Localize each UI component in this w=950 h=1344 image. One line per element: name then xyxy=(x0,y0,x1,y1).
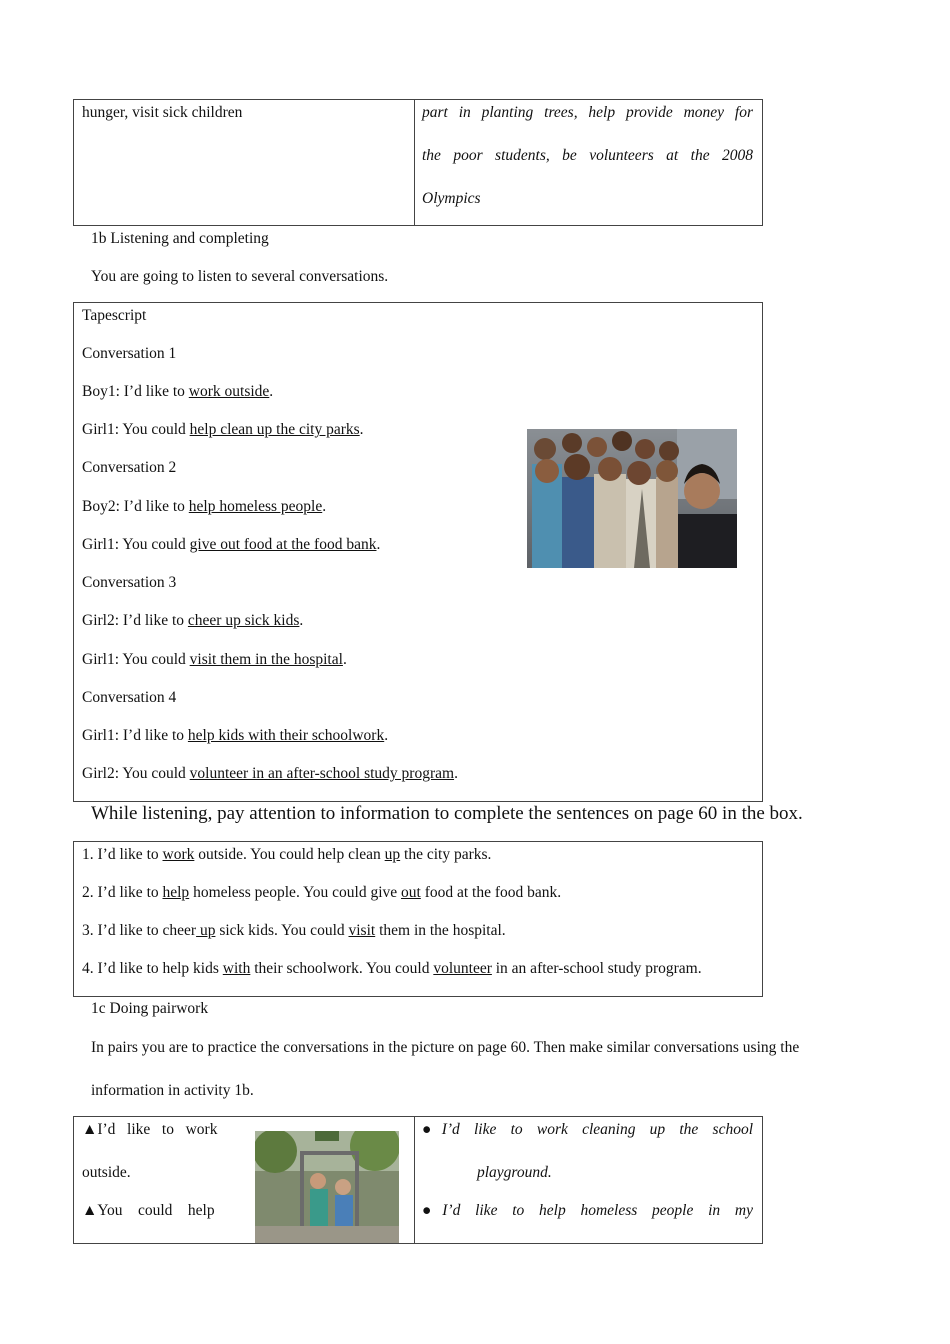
bottom-right-line-3: ●I’d like to help homeless people in my xyxy=(422,1202,753,1219)
conversation-4-label: Conversation 4 xyxy=(82,689,177,706)
bottom-right-line-2: playground. xyxy=(477,1164,552,1181)
top-table-right-line-2: the poor students, be volunteers at the 2008 xyxy=(422,147,753,164)
conversation-1-label: Conversation 1 xyxy=(82,345,177,362)
sentence-2: 2. I’d like to help homeless people. You could give out food at the food bank. xyxy=(82,884,562,901)
conversation-1-line-1: Boy1: I’d like to work outside. xyxy=(82,383,274,400)
bottom-left-line-1: ▲I’d like to work xyxy=(82,1121,218,1138)
conversation-4-line-1: Girl1: I’d like to help kids with their schoolwork. xyxy=(82,727,389,744)
bottom-right-line-1: ●I’d like to work cleaning up the school xyxy=(422,1121,753,1138)
sentence-4: 4. I’d like to help kids with their schoolwork. You could volunteer in an after-school study program. xyxy=(82,960,702,977)
bottom-left-line-2: outside. xyxy=(82,1164,131,1181)
conversation-3-line-1: Girl2: I’d like to cheer up sick kids. xyxy=(82,612,304,629)
conversation-2-label: Conversation 2 xyxy=(82,459,177,476)
tapescript-title: Tapescript xyxy=(82,307,147,324)
conversation-2-line-1: Boy2: I’d like to help homeless people. xyxy=(82,498,327,515)
conversation-4-line-2: Girl2: You could volunteer in an after-school study program. xyxy=(82,765,458,782)
sentence-3: 3. I’d like to cheer up sick kids. You could visit them in the hospital. xyxy=(82,922,506,939)
while-listening-instruction: While listening, pay attention to information to complete the sentences on page 60 in the box. xyxy=(91,803,803,824)
bottom-left-line-3: ▲You could help xyxy=(82,1202,215,1219)
conversation-3-line-2: Girl1: You could visit them in the hospital. xyxy=(82,651,347,668)
conversation-2-line-2: Girl1: You could give out food at the food bank. xyxy=(82,536,381,553)
top-table-left-text: hunger, visit sick children xyxy=(82,104,243,121)
children-photo xyxy=(527,429,737,568)
conversation-3-label: Conversation 3 xyxy=(82,574,177,591)
section-1c-intro-line-2: information in activity 1b. xyxy=(91,1082,254,1099)
top-table-right-line-1: part in planting trees, help provide money for xyxy=(422,104,753,121)
section-1c-heading: 1c Doing pairwork xyxy=(91,1000,209,1017)
playground-photo xyxy=(255,1131,399,1243)
sentence-1: 1. I’d like to work outside. You could help clean up the city parks. xyxy=(82,846,492,863)
section-1b-intro: You are going to listen to several conversations. xyxy=(91,268,389,285)
top-table-right-line-3: Olympics xyxy=(422,190,481,207)
section-1b-heading: 1b Listening and completing xyxy=(91,230,269,247)
conversation-1-line-2: Girl1: You could help clean up the city parks. xyxy=(82,421,364,438)
section-1c-intro-line-1: In pairs you are to practice the conversations in the picture on page 60. Then make similar conversations using the xyxy=(91,1039,800,1056)
